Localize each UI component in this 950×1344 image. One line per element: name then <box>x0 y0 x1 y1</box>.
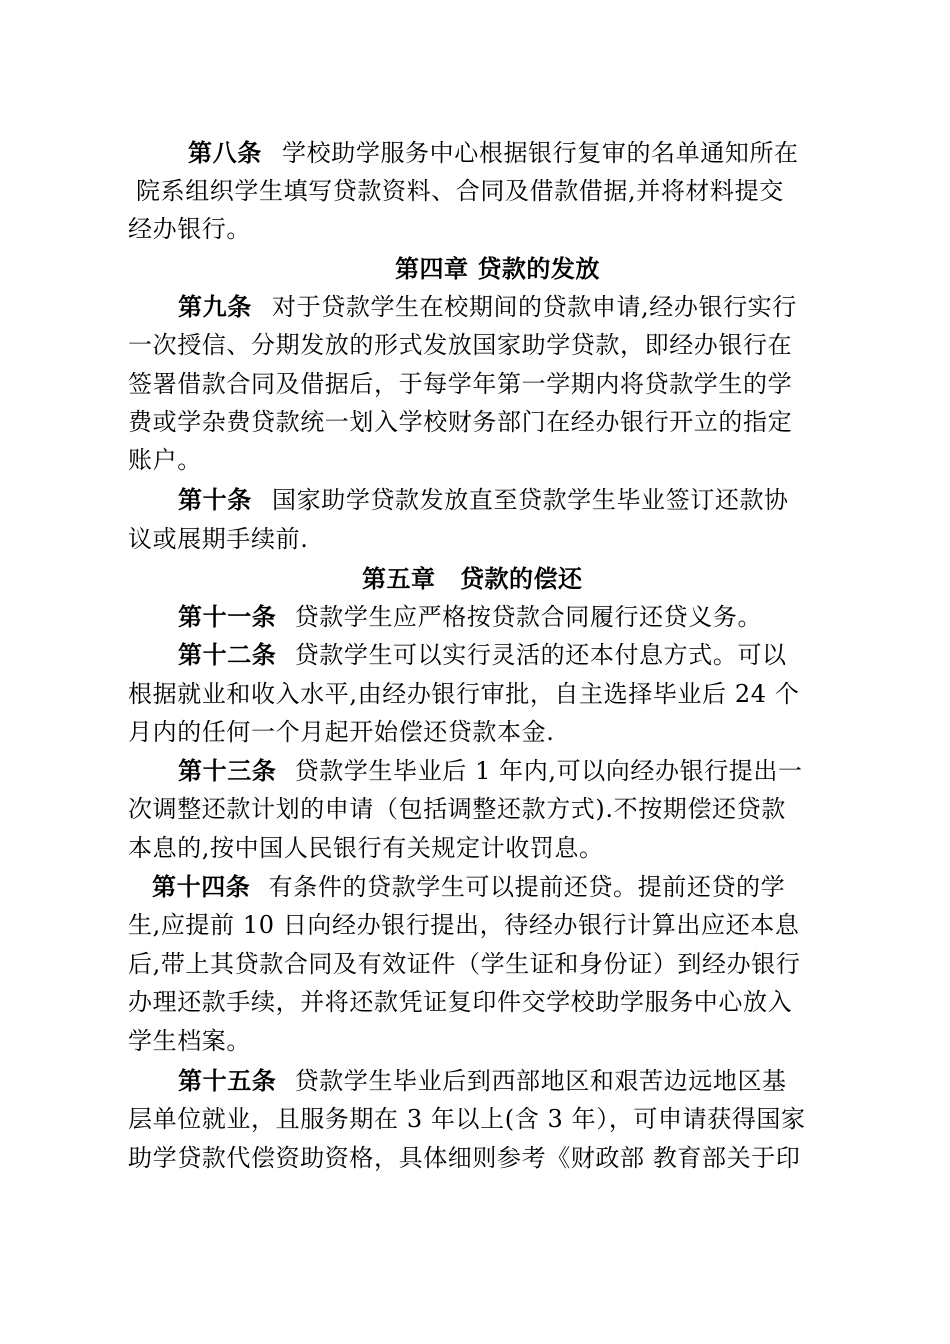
article-8-line-1 <box>188 136 799 170</box>
article-12-number: 第十二条 <box>178 641 277 669</box>
article-12-text: 贷款学生可以实行灵活的还本付息方式。可以 <box>294 641 787 669</box>
article-10-line-2: 议或展期手续前. <box>128 525 309 553</box>
article-14-line-1 <box>152 870 785 904</box>
article-13-number: 第十三条 <box>178 757 277 785</box>
article-15-number: 第十五条 <box>178 1067 277 1095</box>
article-9-line-5: 账户。 <box>128 446 202 474</box>
article-8-text: 学校助学服务中心根据银行复审的名单通知所在 <box>282 139 799 167</box>
article-13-line-2: 次调整还款计划的申请（包括调整还款方式).不按期偿还贷款 <box>128 795 786 823</box>
article-11-number: 第十一条 <box>178 603 277 631</box>
article-8-number: 第八条 <box>188 139 262 167</box>
article-8-line-3: 经办银行。 <box>128 215 251 243</box>
article-9-number: 第九条 <box>178 293 252 321</box>
article-11-text: 贷款学生应严格按贷款合同履行还贷义务。 <box>294 603 763 631</box>
article-15-line-1 <box>178 1064 787 1098</box>
article-12-line-2: 根据就业和收入水平,由经办银行审批，自主选择毕业后 24 个 <box>128 680 800 708</box>
article-12-line-3: 月内的任何一个月起开始偿还贷款本金. <box>128 718 555 746</box>
chapter-4-heading: 第四章 贷款的发放 <box>395 255 600 283</box>
article-10-number: 第十条 <box>178 486 252 514</box>
article-10-line-1 <box>178 483 789 517</box>
article-12-line-1 <box>178 638 787 672</box>
article-15-text: 贷款学生毕业后到西部地区和艰苦边远地区基 <box>294 1067 787 1095</box>
article-10-text: 国家助学贷款发放直至贷款学生毕业签订还款协 <box>272 486 789 514</box>
article-11-line-1 <box>178 600 762 634</box>
article-9-line-3: 签署借款合同及借据后，于每学年第一学期内将贷款学生的学 <box>128 370 793 398</box>
article-15-line-3: 助学贷款代偿资助资格，具体细则参考《财政部 教育部关于印 <box>128 1144 801 1172</box>
article-14-line-4: 办理还款手续，并将还款凭证复印件交学校助学服务中心放入 <box>128 988 793 1016</box>
article-9-line-2: 一次授信、分期发放的形式发放国家助学贷款，即经办银行在 <box>128 331 793 359</box>
chapter-5-heading: 第五章 贷款的偿还 <box>362 565 583 593</box>
article-13-text: 贷款学生毕业后 1 年内,可以向经办银行提出一 <box>294 757 803 785</box>
article-9-text: 对于贷款学生在校期间的贷款申请,经办银行实行 <box>272 293 797 321</box>
article-14-line-3: 后,带上其贷款合同及有效证件（学生证和身份证）到经办银行 <box>128 950 801 978</box>
article-14-number: 第十四条 <box>152 873 251 901</box>
article-14-text: 有条件的贷款学生可以提前还贷。提前还贷的学 <box>268 873 786 901</box>
article-9-line-1 <box>178 290 797 324</box>
article-14-line-2: 生,应提前 10 日向经办银行提出，待经办银行计算出应还本息 <box>128 911 800 939</box>
article-13-line-1 <box>178 754 803 788</box>
article-8-line-2: 院系组织学生填写贷款资料、合同及借款借据,并将材料提交 <box>136 177 784 205</box>
article-9-line-4: 费或学杂费贷款统一划入学校财务部门在经办银行开立的指定 <box>128 408 793 436</box>
article-13-line-3: 本息的,按中国人民银行有关规定计收罚息。 <box>128 834 604 862</box>
article-14-line-5: 学生档案。 <box>128 1027 251 1055</box>
article-15-line-2: 层单位就业，且服务期在 3 年以上(含 3 年），可申请获得国家 <box>128 1105 806 1133</box>
